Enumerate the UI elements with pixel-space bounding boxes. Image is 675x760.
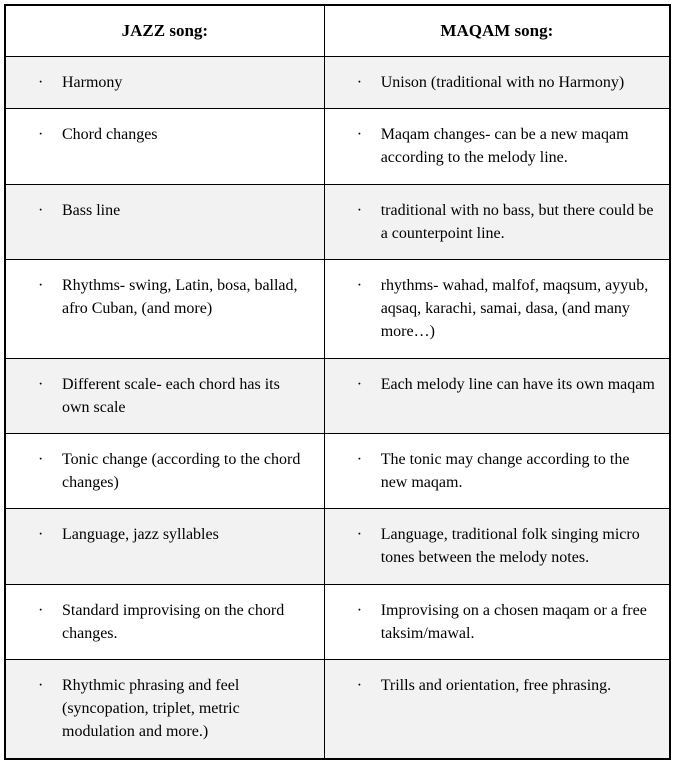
bullet-icon: ·	[356, 601, 363, 619]
maqam-cell	[324, 57, 670, 109]
cell-text: Tonic change (according to the chord changes)	[62, 450, 301, 492]
column-header-maqam: MAQAM song:	[324, 5, 670, 57]
jazz-cell	[5, 509, 324, 584]
cell-text: Standard improvising on the chord changes.	[62, 601, 285, 642]
maqam-cell	[324, 509, 670, 584]
cell-text: Rhythms- swing, Latin, bosa, ballad, afro Cuban, (and more)	[62, 276, 298, 318]
cell-text: Unison (traditional with no Harmony)	[380, 74, 625, 91]
bullet-icon: ·	[356, 677, 363, 694]
bullet-icon: ·	[38, 126, 44, 144]
maqam-cell	[324, 358, 670, 433]
table-row	[5, 358, 670, 433]
table-row	[5, 184, 670, 259]
table-row	[5, 509, 670, 584]
table-row	[5, 109, 670, 184]
bullet-icon: ·	[356, 526, 363, 544]
jazz-cell	[5, 584, 324, 659]
bullet-icon: ·	[38, 74, 44, 91]
maqam-cell	[324, 433, 670, 508]
cell-text: Each melody line can have its own maqam	[380, 375, 655, 393]
bullet-icon: ·	[356, 375, 363, 393]
cell-text: Language, traditional folk singing micro tones between the melody notes.	[380, 526, 640, 567]
cell-text: Rhythmic phrasing and feel (syncopation, triplet, metric modulation and more.)	[62, 677, 240, 741]
maqam-cell	[324, 259, 670, 358]
cell-text: Language, jazz syllables	[62, 526, 219, 544]
bullet-icon: ·	[38, 450, 44, 468]
cell-text: Maqam changes- can be a new maqam according to the melody line.	[380, 126, 629, 167]
bullet-icon: ·	[38, 276, 44, 294]
table-row	[5, 433, 670, 508]
bullet-icon: ·	[356, 126, 363, 144]
column-header-jazz: JAZZ song:	[5, 5, 324, 57]
cell-text: Harmony	[62, 74, 123, 91]
jazz-maqam-comparison-table	[4, 4, 671, 760]
cell-text: rhythms- wahad, malfof, maqsum, ayyub, aqsaq, karachi, samai, dasa, (and many more…)	[380, 276, 649, 341]
table-row	[5, 259, 670, 358]
bullet-icon: ·	[38, 677, 44, 694]
jazz-cell	[5, 184, 324, 259]
jazz-cell	[5, 109, 324, 184]
bullet-icon: ·	[356, 74, 363, 91]
cell-text: Different scale- each chord has its own scale	[62, 375, 280, 416]
maqam-cell	[324, 184, 670, 259]
jazz-cell	[5, 660, 324, 759]
cell-text: Chord changes	[62, 126, 158, 144]
bullet-icon: ·	[356, 276, 363, 294]
bullet-icon: ·	[38, 201, 44, 219]
bullet-icon: ·	[356, 450, 363, 468]
table-row	[5, 584, 670, 659]
maqam-cell	[324, 109, 670, 184]
maqam-cell	[324, 584, 670, 659]
jazz-cell	[5, 358, 324, 433]
jazz-cell	[5, 259, 324, 358]
cell-text: Trills and orientation, free phrasing.	[380, 677, 612, 694]
bullet-icon: ·	[356, 201, 363, 219]
maqam-cell	[324, 660, 670, 759]
bullet-icon: ·	[38, 375, 44, 393]
jazz-cell	[5, 57, 324, 109]
bullet-icon: ·	[38, 526, 44, 544]
jazz-cell	[5, 433, 324, 508]
cell-text: traditional with no bass, but there could be a counterpoint line.	[380, 201, 654, 242]
header-row	[5, 5, 670, 57]
cell-text: Improvising on a chosen maqam or a free taksim/mawal.	[380, 601, 647, 642]
cell-text: Bass line	[62, 201, 121, 219]
table-row	[5, 660, 670, 759]
table-row	[5, 57, 670, 109]
bullet-icon: ·	[38, 601, 44, 619]
cell-text: The tonic may change according to the new maqam.	[380, 450, 630, 492]
